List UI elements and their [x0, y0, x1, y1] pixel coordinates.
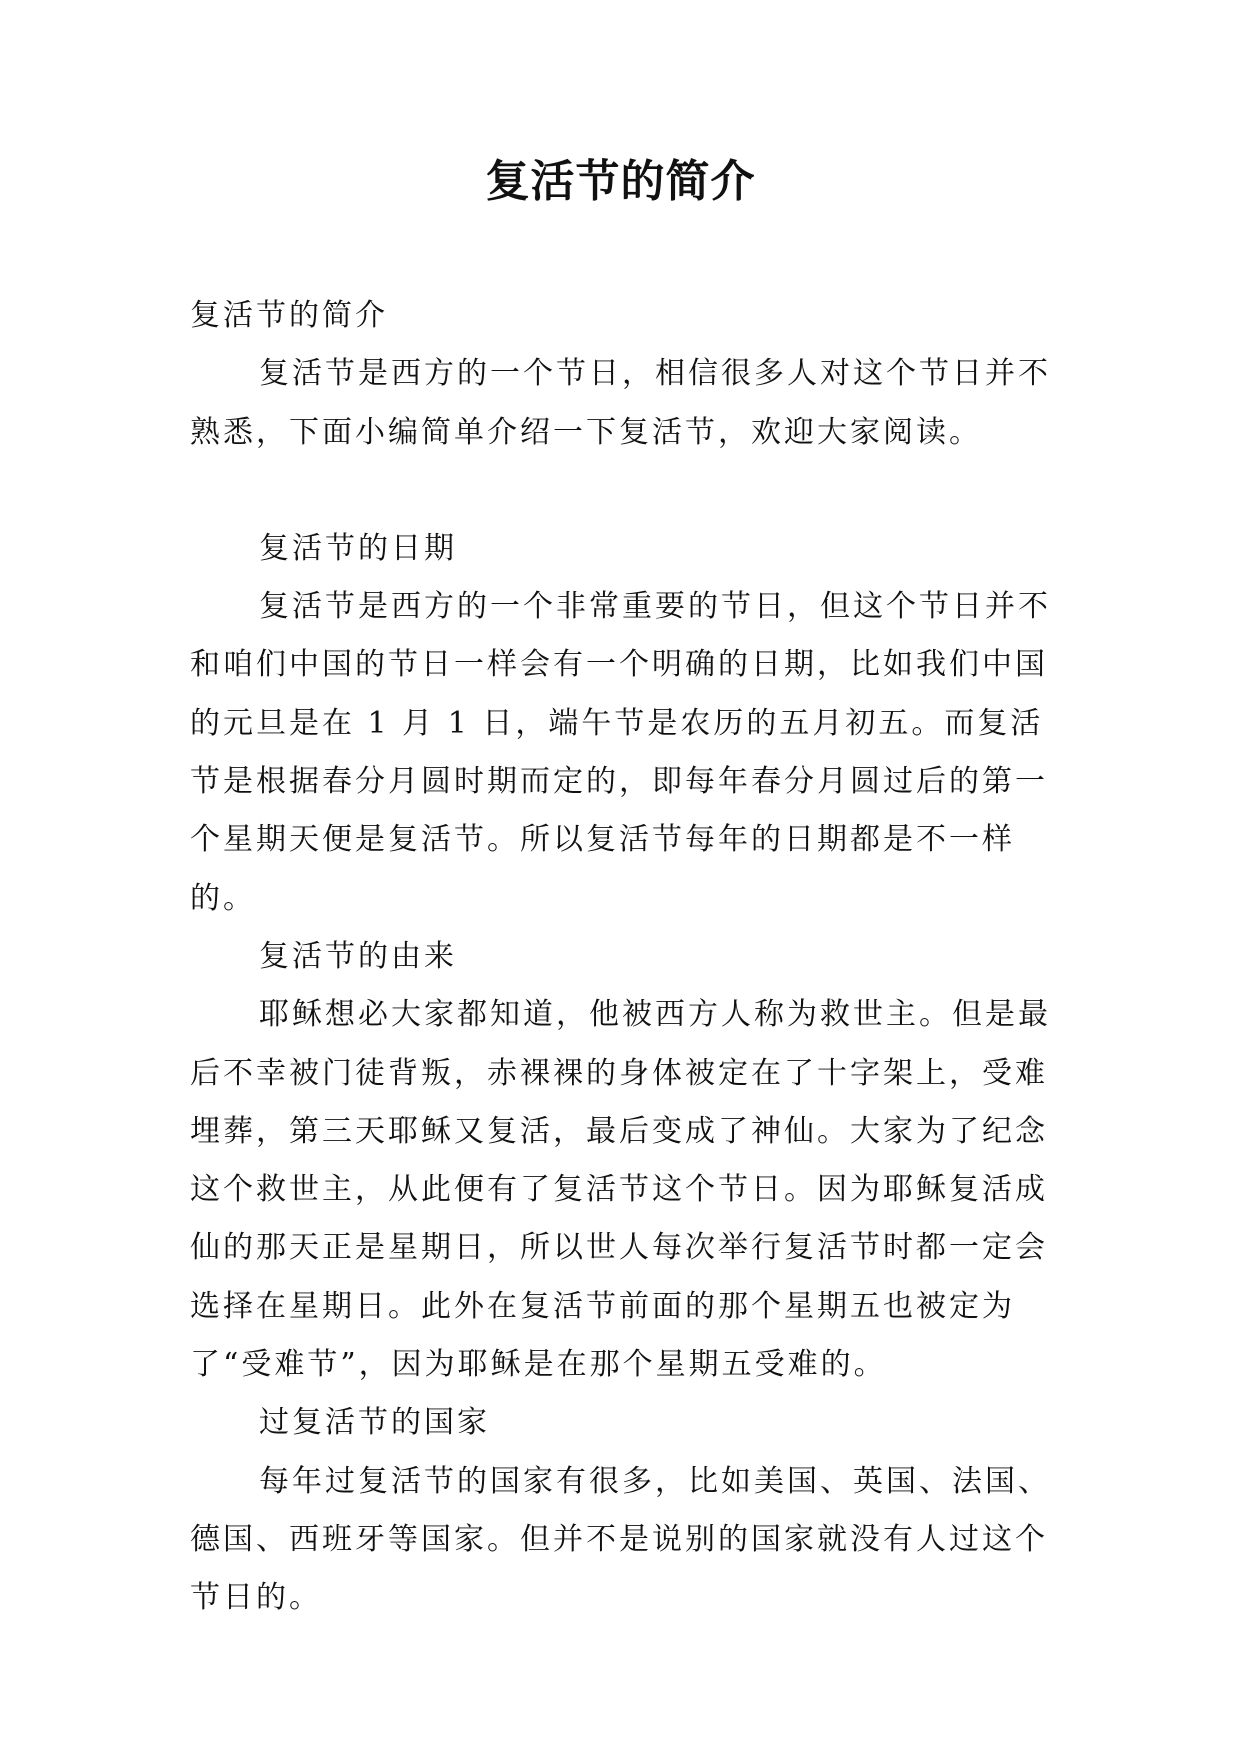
- countries-heading: 过复活节的国家: [259, 1405, 490, 1441]
- document-title: 复活节的简介: [485, 156, 756, 207]
- countries-paragraph: 每年过复活节的国家有很多，比如美国、英国、法国、德国、西班牙等国家。但并不是说别的国家就没有人过这个节日的。: [190, 1463, 1051, 1616]
- origin-paragraph: 耶稣想必大家都知道，他被西方人称为救世主。但是最后不幸被门徒背叛，赤裸裸的身体被定在了十字架上，受难埋葬，第三天耶稣又复活，最后变成了神仙。大家为了纪念这个救世主，从此便有了复活节这个节日。因为耶稣复活成仙的那天正是星期日，所以世人每次举行复活节时都一定会选择在星期日。此外在复活节前面的那个星期五也被定为了“受难节”，因为耶稣是在那个星期五受难的。: [190, 997, 1051, 1383]
- date-paragraph: 复活节是西方的一个非常重要的节日，但这个节日并不和咱们中国的节日一样会有一个明确的日期，比如我们中国的元旦是在 1 月 1 日，端午节是农历的五月初五。而复活节是根据春分月圆时期而定的，即每年春分月圆过后的第一个星期天便是复活节。所以复活节每年的日期都是不一样的。: [190, 589, 1051, 916]
- origin-heading: 复活节的由来: [259, 938, 457, 974]
- subtitle-line: 复活节的简介: [190, 298, 388, 333]
- date-heading: 复活节的日期: [259, 530, 457, 566]
- document-body: [190, 287, 1056, 1628]
- intro-paragraph: 复活节是西方的一个节日，相信很多人对这个节日并不熟悉，下面小编简单介绍一下复活节，欢迎大家阅读。: [190, 356, 1051, 450]
- paragraph-gap: [190, 462, 1056, 520]
